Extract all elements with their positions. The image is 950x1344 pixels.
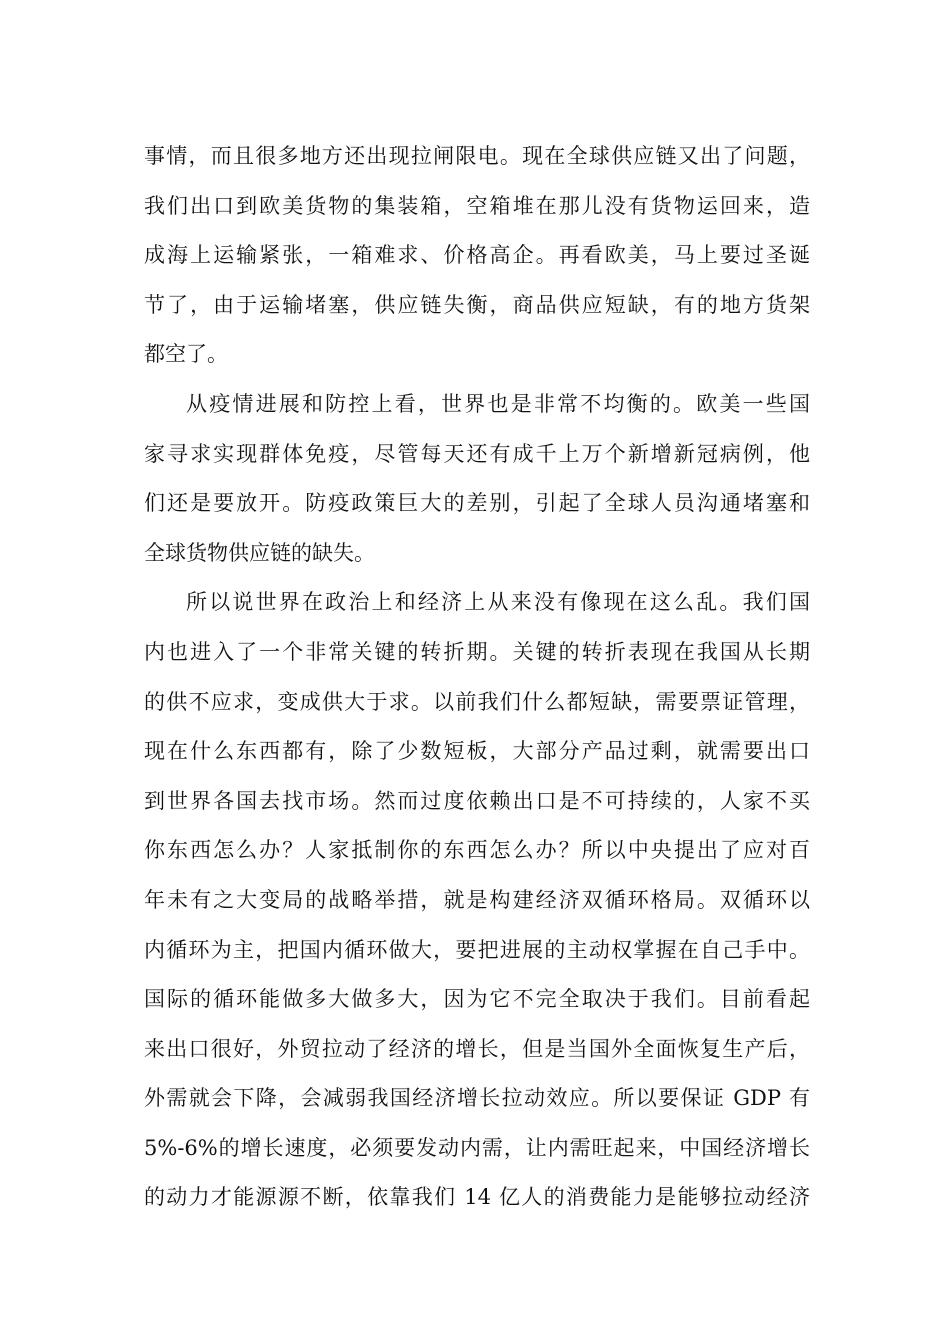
text-line: 事情，而且很多地方还出现拉闸限电。现在全球供应链又出了问题， bbox=[144, 144, 810, 168]
text-line: 你东西怎么办？人家抵制你的东西怎么办？所以中央提出了应对百 bbox=[144, 838, 810, 863]
text-line: 5%-6%的增长速度，必须要发动内需，让内需旺起来，中国经济增长 bbox=[144, 1135, 810, 1160]
text-line: 外需就会下降，会减弱我国经济增长拉动效应。所以要保证 GDP 有 bbox=[144, 1086, 810, 1111]
text-line: 到世界各国去找市场。然而过度依赖出口是不可持续的，人家不买 bbox=[144, 788, 810, 813]
text-line: 从疫情进展和防控上看，世界也是非常不均衡的。欧美一些国 bbox=[186, 391, 810, 416]
text-line: 全球货物供应链的缺失。 bbox=[144, 540, 375, 565]
text-line: 来出口很好，外贸拉动了经济的增长，但是当国外全面恢复生产后， bbox=[144, 1036, 810, 1061]
text-line: 成海上运输紧张，一箱难求、价格高企。再看欧美，马上要过圣诞 bbox=[144, 243, 810, 268]
text-line: 现在什么东西都有，除了少数短板，大部分产品过剩，就需要出口 bbox=[144, 739, 810, 764]
paragraph bbox=[144, 132, 810, 380]
body-text bbox=[144, 132, 810, 1223]
text-line: 我们出口到欧美货物的集装箱，空箱堆在那儿没有货物运回来，造 bbox=[144, 193, 810, 218]
text-line: 国际的循环能做多大做多大，因为它不完全取决于我们。目前看起 bbox=[144, 987, 810, 1012]
text-line: 们还是要放开。防疫政策巨大的差别，引起了全球人员沟通堵塞和 bbox=[144, 491, 810, 516]
text-line: 的动力才能源源不断，依靠我们 14 亿人的消费能力是能够拉动经济 bbox=[144, 1185, 810, 1210]
text-line: 内循环为主，把国内循环做大，要把进展的主动权掌握在自己手中。 bbox=[144, 937, 810, 962]
text-line: 家寻求实现群体免疫，尽管每天还有成千上万个新增新冠病例，他 bbox=[144, 441, 810, 466]
text-line: 年未有之大变局的战略举措，就是构建经济双循环格局。双循环以 bbox=[144, 887, 810, 912]
paragraph bbox=[144, 380, 810, 578]
text-line: 都空了。 bbox=[144, 342, 228, 367]
paragraph bbox=[144, 578, 810, 1223]
text-line: 所以说世界在政治上和经济上从来没有像现在这么乱。我们国 bbox=[186, 590, 810, 615]
text-line: 节了，由于运输堵塞，供应链失衡，商品供应短缺，有的地方货架 bbox=[144, 292, 810, 317]
text-line: 内也进入了一个非常关键的转折期。关键的转折表现在我国从长期 bbox=[144, 639, 810, 664]
text-line: 的供不应求，变成供大于求。以前我们什么都短缺，需要票证管理， bbox=[144, 689, 810, 714]
